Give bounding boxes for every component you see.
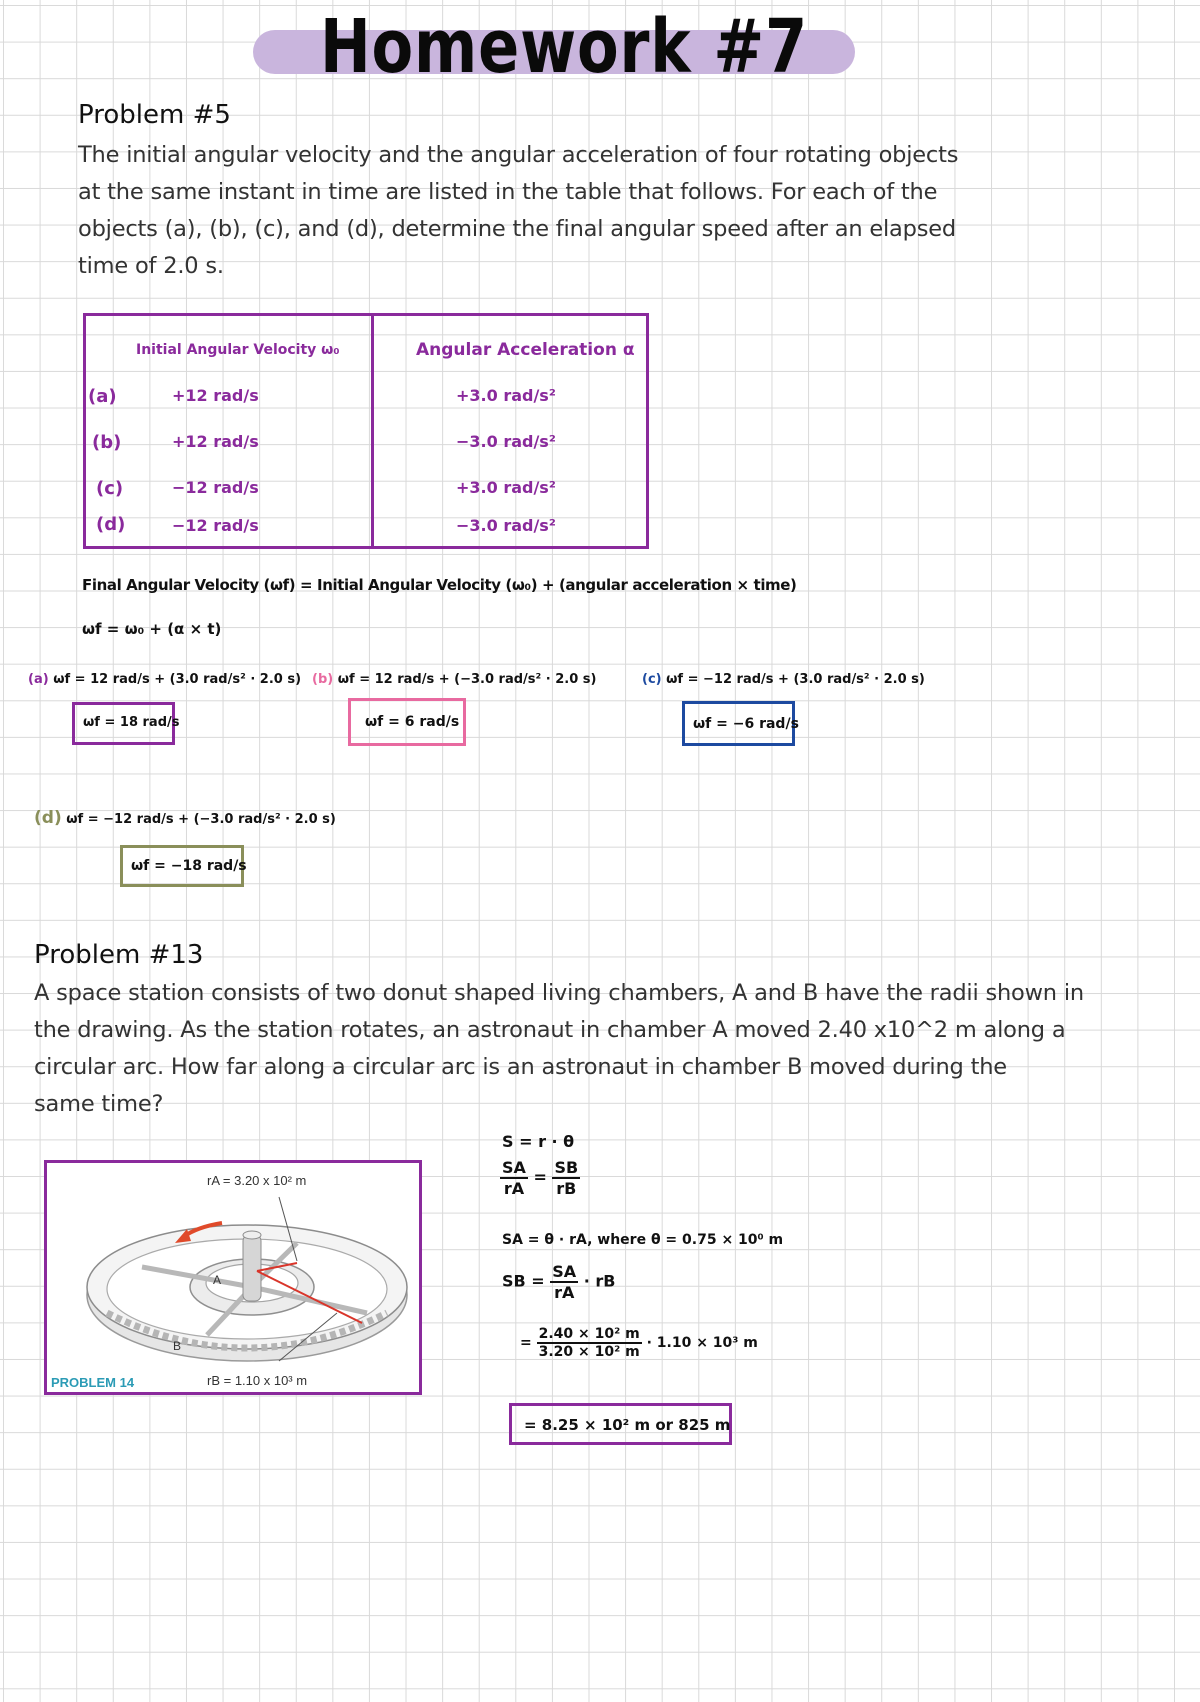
solution-d-answer-box	[120, 845, 247, 887]
problem-13-line: the drawing. As the station rotates, an astronaut in chamber A moved 2.40 x10^2 m along a	[34, 1017, 1066, 1043]
table-cell-alpha: −3.0 rad/s²	[456, 432, 556, 451]
figure-caption: PROBLEM 14	[51, 1375, 135, 1390]
table-cell-omega0: +12 rad/s	[172, 386, 259, 405]
table-cell-alpha: −3.0 rad/s²	[456, 516, 556, 535]
table-header-omega0: Initial Angular Velocity ω₀	[136, 342, 340, 358]
table-header-alpha: Angular Acceleration α	[416, 340, 635, 360]
chamber-a-label: A	[213, 1273, 222, 1287]
formula-symbols: ωf = ω₀ + (α × t)	[82, 620, 222, 638]
work-line-3: SA = θ · rA, where θ = 0.75 × 10⁰ m	[502, 1232, 784, 1248]
solution-a-equation: ωf = 12 rad/s + (3.0 rad/s² · 2.0 s)	[53, 672, 302, 687]
table-row-label: (b)	[92, 432, 122, 453]
solution-c-work	[642, 672, 925, 687]
ratio-b: $\frac{SB}{rB}$	[554, 1158, 579, 1198]
space-station-illustration	[47, 1163, 419, 1392]
table-row-label: (d)	[96, 514, 126, 535]
problem-13-answer-box	[509, 1403, 732, 1445]
work-line-5: = $\frac{\text{2.40 × 10² m}}{\text{3.20 × 10² m}}$ · 1.10 × 10³ m	[520, 1326, 758, 1360]
solution-b-equation: ωf = 12 rad/s + (−3.0 rad/s² · 2.0 s)	[337, 672, 597, 687]
solution-c-answer-box	[682, 701, 799, 746]
table-cell-omega0: −12 rad/s	[172, 516, 259, 535]
radius-b-label: rB = 1.10 x 10³ m	[207, 1373, 308, 1388]
problem-5-line: The initial angular velocity and the angular acceleration of four rotating objects	[78, 142, 959, 168]
page-title: Homework #7	[319, 4, 809, 90]
solution-a-work	[28, 672, 301, 687]
problem-5-line: at the same instant in time are listed in the table that follows. For each of the	[78, 179, 938, 205]
table-cell-alpha: +3.0 rad/s²	[456, 386, 556, 405]
table-row-label: (c)	[96, 478, 124, 499]
solution-d-equation: ωf = −12 rad/s + (−3.0 rad/s² · 2.0 s)	[66, 812, 336, 827]
solution-d-label: (d)	[34, 808, 62, 828]
solution-b-answer: ωf = 6 rad/s	[365, 714, 460, 730]
problem-5-line: time of 2.0 s.	[78, 253, 224, 279]
problem-13-line: circular arc. How far along a circular arc is an astronaut in chamber B moved during the	[34, 1054, 1007, 1080]
problem-5-text	[78, 137, 1028, 285]
problem-5-line: objects (a), (b), (c), and (d), determine the final angular speed after an elapsed	[78, 216, 956, 242]
chamber-b-label: B	[173, 1339, 182, 1353]
problem-13-line: A space station consists of two donut shaped living chambers, A and B have the radii shown in	[34, 980, 1084, 1006]
radius-a-label: rA = 3.20 x 10² m	[207, 1173, 307, 1188]
solution-b-work	[312, 672, 596, 687]
work-line-4: SB = $\frac{SA}{rA}$ · rB	[502, 1262, 616, 1302]
problem-13-answer: = 8.25 × 10² m or 825 m	[524, 1416, 731, 1434]
solution-c-label: (c)	[642, 672, 662, 687]
table-cell-omega0: +12 rad/s	[172, 432, 259, 451]
solution-c-answer: ωf = −6 rad/s	[693, 716, 799, 732]
problem-13-heading: Problem #13	[34, 940, 204, 970]
formula-words: Final Angular Velocity (ωf) = Initial Angular Velocity (ω₀) + (angular acceleration × time)	[82, 576, 797, 594]
solution-a-answer-box	[72, 702, 180, 745]
solution-a-answer: ωf = 18 rad/s	[83, 715, 180, 730]
solution-d-work	[34, 808, 336, 828]
problem-13-line: same time?	[34, 1091, 164, 1117]
table-cell-omega0: −12 rad/s	[172, 478, 259, 497]
space-station-figure	[44, 1160, 422, 1395]
solution-d-answer: ωf = −18 rad/s	[131, 858, 247, 874]
solution-b-label: (b)	[312, 672, 334, 687]
table-row-label: (a)	[88, 386, 117, 407]
ratio-a: $\frac{SA}{rA}$	[502, 1158, 526, 1198]
table-divider	[371, 316, 374, 546]
solution-b-answer-box	[348, 698, 466, 746]
table-cell-alpha: +3.0 rad/s²	[456, 478, 556, 497]
problem-13-text	[34, 975, 1184, 1123]
solution-c-equation: ωf = −12 rad/s + (3.0 rad/s² · 2.0 s)	[666, 672, 925, 687]
data-table	[83, 313, 649, 549]
work-ratio: $\frac{SA}{rA}$ = $\frac{SB}{rB}$	[502, 1158, 579, 1198]
solution-a-label: (a)	[28, 672, 49, 687]
work-line-1: S = r · θ	[502, 1132, 575, 1151]
problem-5-heading: Problem #5	[78, 100, 231, 130]
